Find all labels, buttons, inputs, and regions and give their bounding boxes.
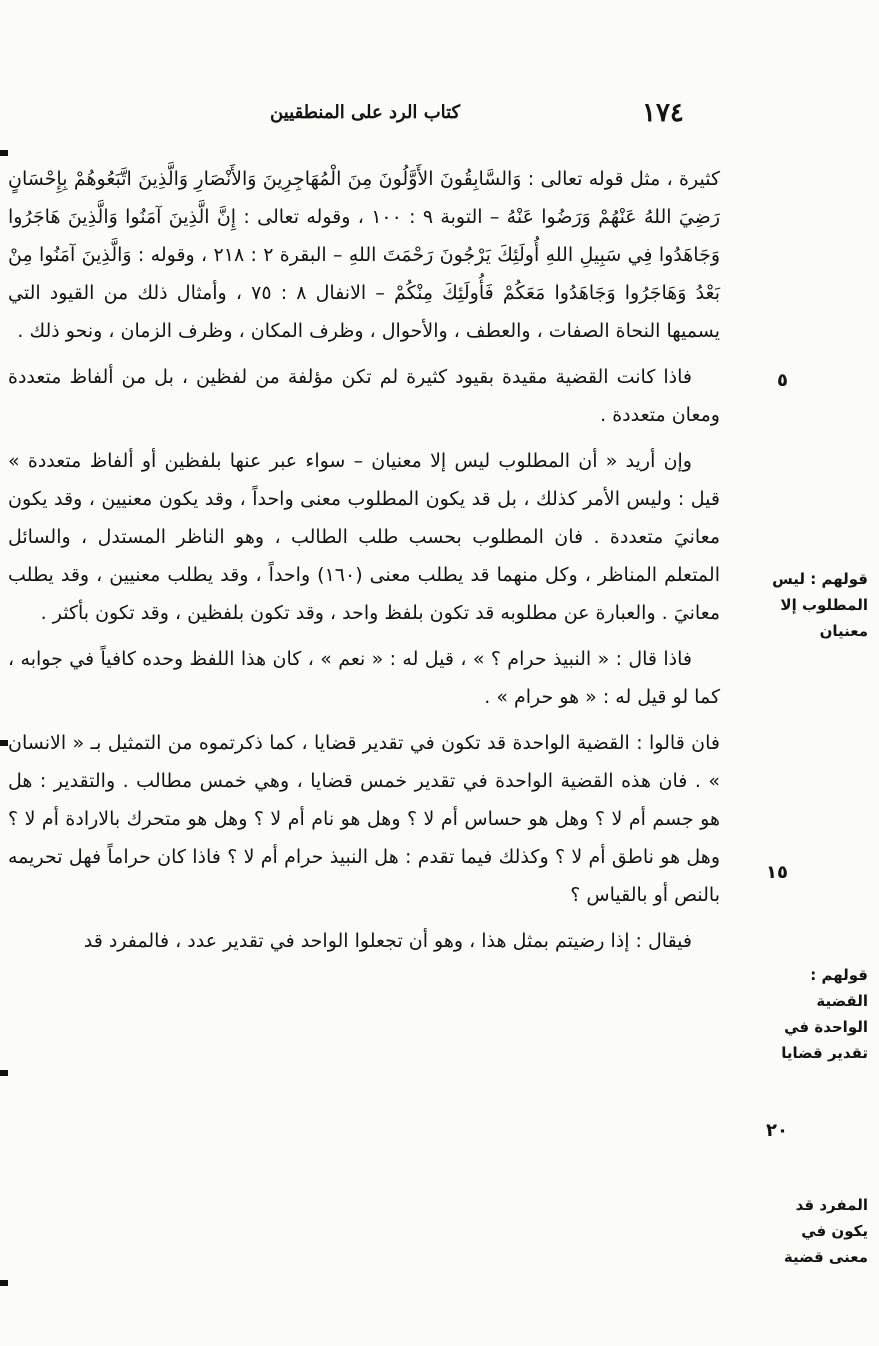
margin-column xyxy=(728,0,878,1346)
paragraph: فاذا كانت القضية مقيدة بقيود كثيرة لم تكن مؤلفة من لفظين ، بل من ألفاظ متعددة ومعان متعددة . xyxy=(8,366,720,426)
running-title: كتاب الرد على المنطقيين xyxy=(270,102,461,123)
page-header xyxy=(270,98,720,134)
page-number: ١٧٤ xyxy=(642,98,684,128)
margin-note: قولهم : القضية الواحدة في تقدير قضايا xyxy=(781,966,868,1062)
line-number: ١٥ xyxy=(766,862,788,883)
edge-mark xyxy=(0,740,8,746)
edge-mark xyxy=(0,1070,8,1076)
margin-note: المفرد قد يكون في معنى قضية xyxy=(783,1196,868,1266)
paragraph: فان قالوا : القضية الواحدة قد تكون في تقدير قضايا ، كما ذكرتموه من التمثيل بـ « الانسان » . فان هذه القضية الواحدة في تقدير خمس قضايا ، وهي خمس مطالب . والتقدير : هل هو جسم أم لا ؟ وهل هو حساس أم لا ؟ وهل هو نام أم لا ؟ وهل هو متحرك بالارادة أم لا ؟ وهل هو ناطق أم لا ؟ وكذلك فيما تقدم : هل النبيذ حرام أم لا ؟ فاذا كان حراماً فهل تحريمه بالنص أو بالقياس ؟ xyxy=(8,732,720,906)
line-number: ٢٠ xyxy=(766,1120,788,1141)
line-number: ٥ xyxy=(777,370,788,391)
edge-mark xyxy=(0,1280,8,1286)
edge-mark xyxy=(0,150,8,156)
paragraph: فيقال : إذا رضيتم بمثل هذا ، وهو أن تجعلوا الواحد في تقدير عدد ، فالمفرد قد xyxy=(83,930,692,952)
paragraph: كثيرة ، مثل قوله تعالى : وَالسَّابِقُونَ الأَوَّلُونَ مِنَ الْمُهَاجِرِينَ وَالأَنْصَارِ وَالَّذِينَ اتَّبَعُوهُمْ بِإِحْسَانٍ رَضِيَ اللهُ عَنْهُمْ وَرَضُوا عَنْهُ – التوبة ٩ : ١٠٠ ، وقوله تعالى : إِنَّ الَّذِينَ آمَنُوا وَالَّذِينَ هَاجَرُوا وَجَاهَدُوا فِي سَبِيلِ اللهِ أُولَئِكَ يَرْجُونَ رَحْمَتَ اللهِ – البقرة ٢ : ٢١٨ ، وقوله : وَالَّذِينَ آمَنُوا مِنْ بَعْدُ وَهَاجَرُوا وَجَاهَدُوا مَعَكُمْ فَأُولَئِكَ مِنْكُمْ – الانفال ٨ : ٧٥ ، وأمثال ذلك من القيود التي يسميها النحاة الصفات ، والعطف ، والأحوال ، وظرف المكان ، وظرف الزمان ، ونحو ذلك . xyxy=(8,168,721,342)
main-text xyxy=(8,160,720,968)
paragraph: فاذا قال : « النبيذ حرام ؟ » ، قيل له : « نعم » ، كان هذا اللفظ وحده كافياً في جوابه ، كما لو قيل له : « هو حرام » . xyxy=(8,648,720,708)
paragraph: وإن أريد « أن المطلوب ليس إلا معنيان – سواء عبر عنها بلفظين أو ألفاظ متعددة » قيل : وليس الأمر كذلك ، بل قد يكون المطلوب معنى واحداً ، وقد يكون معنيين ، وقد يكون معانيَ متعددة . فان المطلوب بحسب طلب الطالب ، وهو الناظر المستدل ، والسائل المتعلم المناظر ، وكل منهما قد يطلب معنى (١٦٠) واحداً ، وقد يطلب معنيين ، وقد يطلب معانيَ . والعبارة عن مطلوبه قد تكون بلفظ واحد ، وقد تكون بلفظين ، وقد تكون بأكثر . xyxy=(8,450,720,624)
margin-note: قولهم : ليس المطلوب إلا معنيان xyxy=(772,570,868,640)
